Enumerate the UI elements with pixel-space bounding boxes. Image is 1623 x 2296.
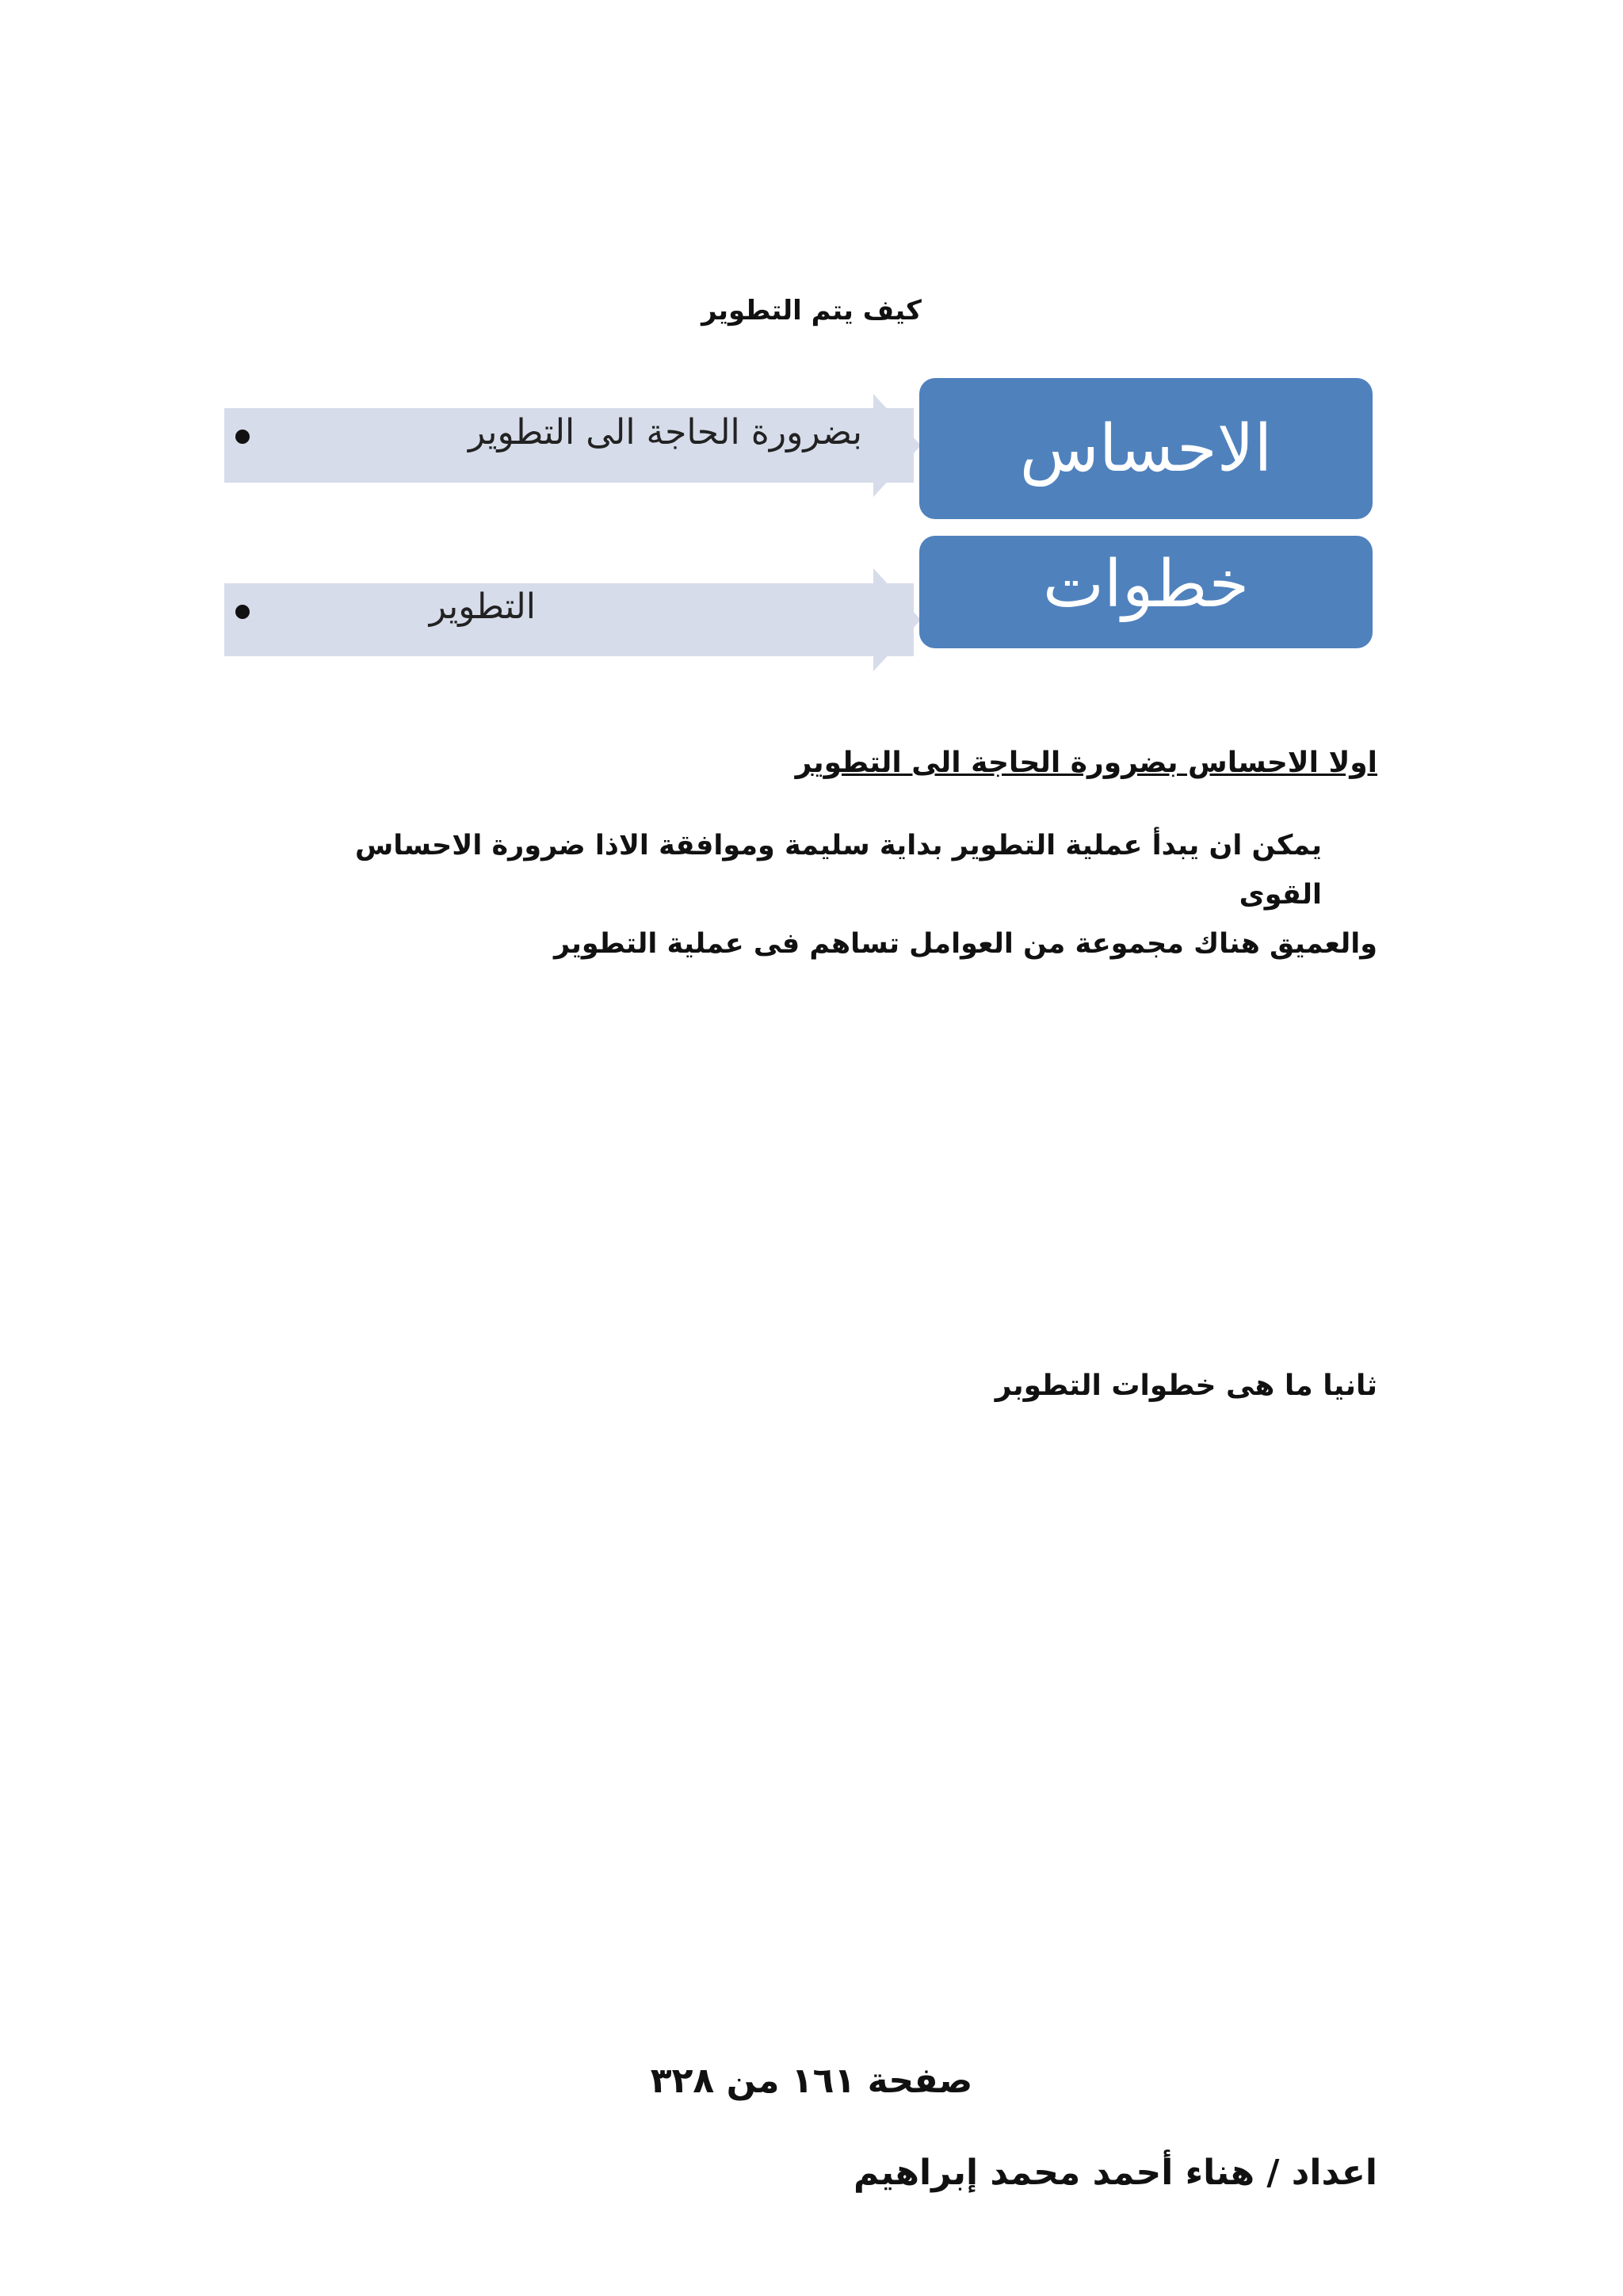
author-credit: اعداد / هناء أحمد محمد إبراهيم: [854, 2153, 1377, 2193]
section2-heading: ثانيا ما هى خطوات التطوبر: [995, 1370, 1377, 1402]
page-title: كيف يتم التطوير: [701, 295, 922, 327]
arrow-tip-1: [873, 394, 921, 497]
bullet-2: [235, 605, 250, 619]
paragraph-line-1: يمكن ان يبدأ عملية التطوير بداية سليمة وموافقة الاذا ضرورة الاحساس القوى: [355, 830, 1322, 911]
page-number: صفحة ١٦١ من ٣٢٨: [650, 2061, 973, 2101]
step-box-1: الاحساس: [919, 378, 1373, 519]
arrow-text-2: التطوير: [429, 586, 536, 627]
arrow-text-1: بضرورة الحاجة الى التطوير: [468, 412, 862, 453]
paragraph-line-2: والعميق هناك مجموعة من العوامل تساهم فى عملية التطوير: [553, 928, 1377, 960]
bullet-1: [235, 430, 250, 444]
section1-heading: اولا الاحساس بضرورة الحاجة الى التطوير: [795, 747, 1377, 779]
step-box-2-label: خطوات: [1042, 547, 1250, 622]
section1-paragraph: [268, 821, 1377, 968]
arrow-band-2: [224, 583, 914, 656]
arrow-tip-2: [873, 568, 921, 671]
step-box-2: [919, 536, 1373, 648]
